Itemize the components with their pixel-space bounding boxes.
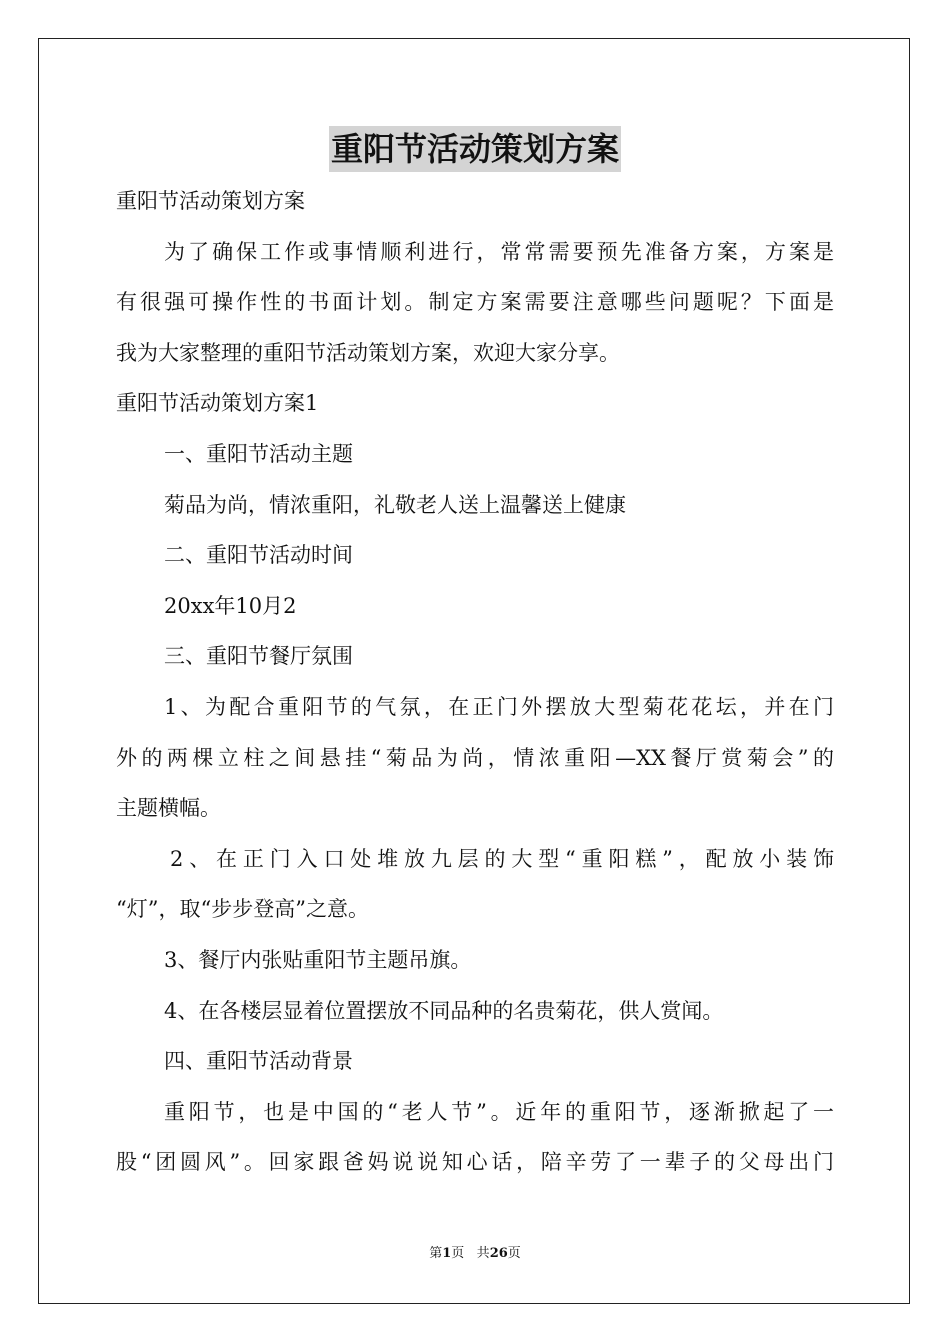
page-label-prefix: 第 xyxy=(429,1246,443,1261)
paragraph-line: 2、在正门入口处堆放九层的大型“重阳糕”，配放小装饰 xyxy=(170,846,834,871)
paragraph-line: 有很强可操作性的书面计划。制定方案需要注意哪些问题呢？下面是 xyxy=(116,290,834,315)
total-pages: 26 xyxy=(489,1246,508,1261)
total-label-prefix: 共 xyxy=(476,1246,490,1261)
paragraph-line: 20xx年10月2 xyxy=(164,593,297,618)
section-heading: 重阳节活动策划方案1 xyxy=(116,391,319,416)
subsection-heading: 四、重阳节活动背景 xyxy=(164,1049,353,1074)
title-container xyxy=(0,126,950,172)
total-label-suffix: 页 xyxy=(507,1246,521,1261)
page-label-suffix: 页 xyxy=(451,1246,465,1261)
subsection-heading: 一、重阳节活动主题 xyxy=(164,441,353,466)
document-body xyxy=(116,176,834,1188)
page-footer xyxy=(0,1244,950,1264)
paragraph-line: 为了确保工作或事情顺利进行，常常需要预先准备方案，方案是 xyxy=(164,239,834,264)
paragraph-line: 菊品为尚，情浓重阳，礼敬老人送上温馨送上健康 xyxy=(164,492,626,517)
subsection-heading: 二、重阳节活动时间 xyxy=(164,543,353,568)
document-title: 重阳节活动策划方案 xyxy=(329,126,621,172)
paragraph-line: 1、为配合重阳节的气氛，在正门外摆放大型菊花花坛，并在门 xyxy=(164,694,834,719)
paragraph-line: 4、在各楼层显着位置摆放不同品种的名贵菊花，供人赏闻。 xyxy=(164,998,724,1023)
paragraph-line: 重阳节，也是中国的“老人节”。近年的重阳节，逐渐掀起了一 xyxy=(164,1099,834,1124)
subsection-heading: 三、重阳节餐厅氛围 xyxy=(164,644,353,669)
paragraph-line: “灯”，取“步步登高”之意。 xyxy=(116,897,369,922)
paragraph-line: 我为大家整理的重阳节活动策划方案，欢迎大家分享。 xyxy=(116,340,620,365)
paragraph-line: 主题横幅。 xyxy=(116,796,221,821)
paragraph-line: 股“团圆风”。回家跟爸妈说说知心话，陪辛劳了一辈子的父母出门 xyxy=(116,1150,834,1175)
page-number: 1 xyxy=(442,1246,452,1261)
paragraph-line: 外的两棵立柱之间悬挂“菊品为尚，情浓重阳—XX餐厅赏菊会”的 xyxy=(116,745,834,770)
paragraph-line: 3、餐厅内张贴重阳节主题吊旗。 xyxy=(164,947,472,972)
section-heading: 重阳节活动策划方案 xyxy=(116,189,305,213)
